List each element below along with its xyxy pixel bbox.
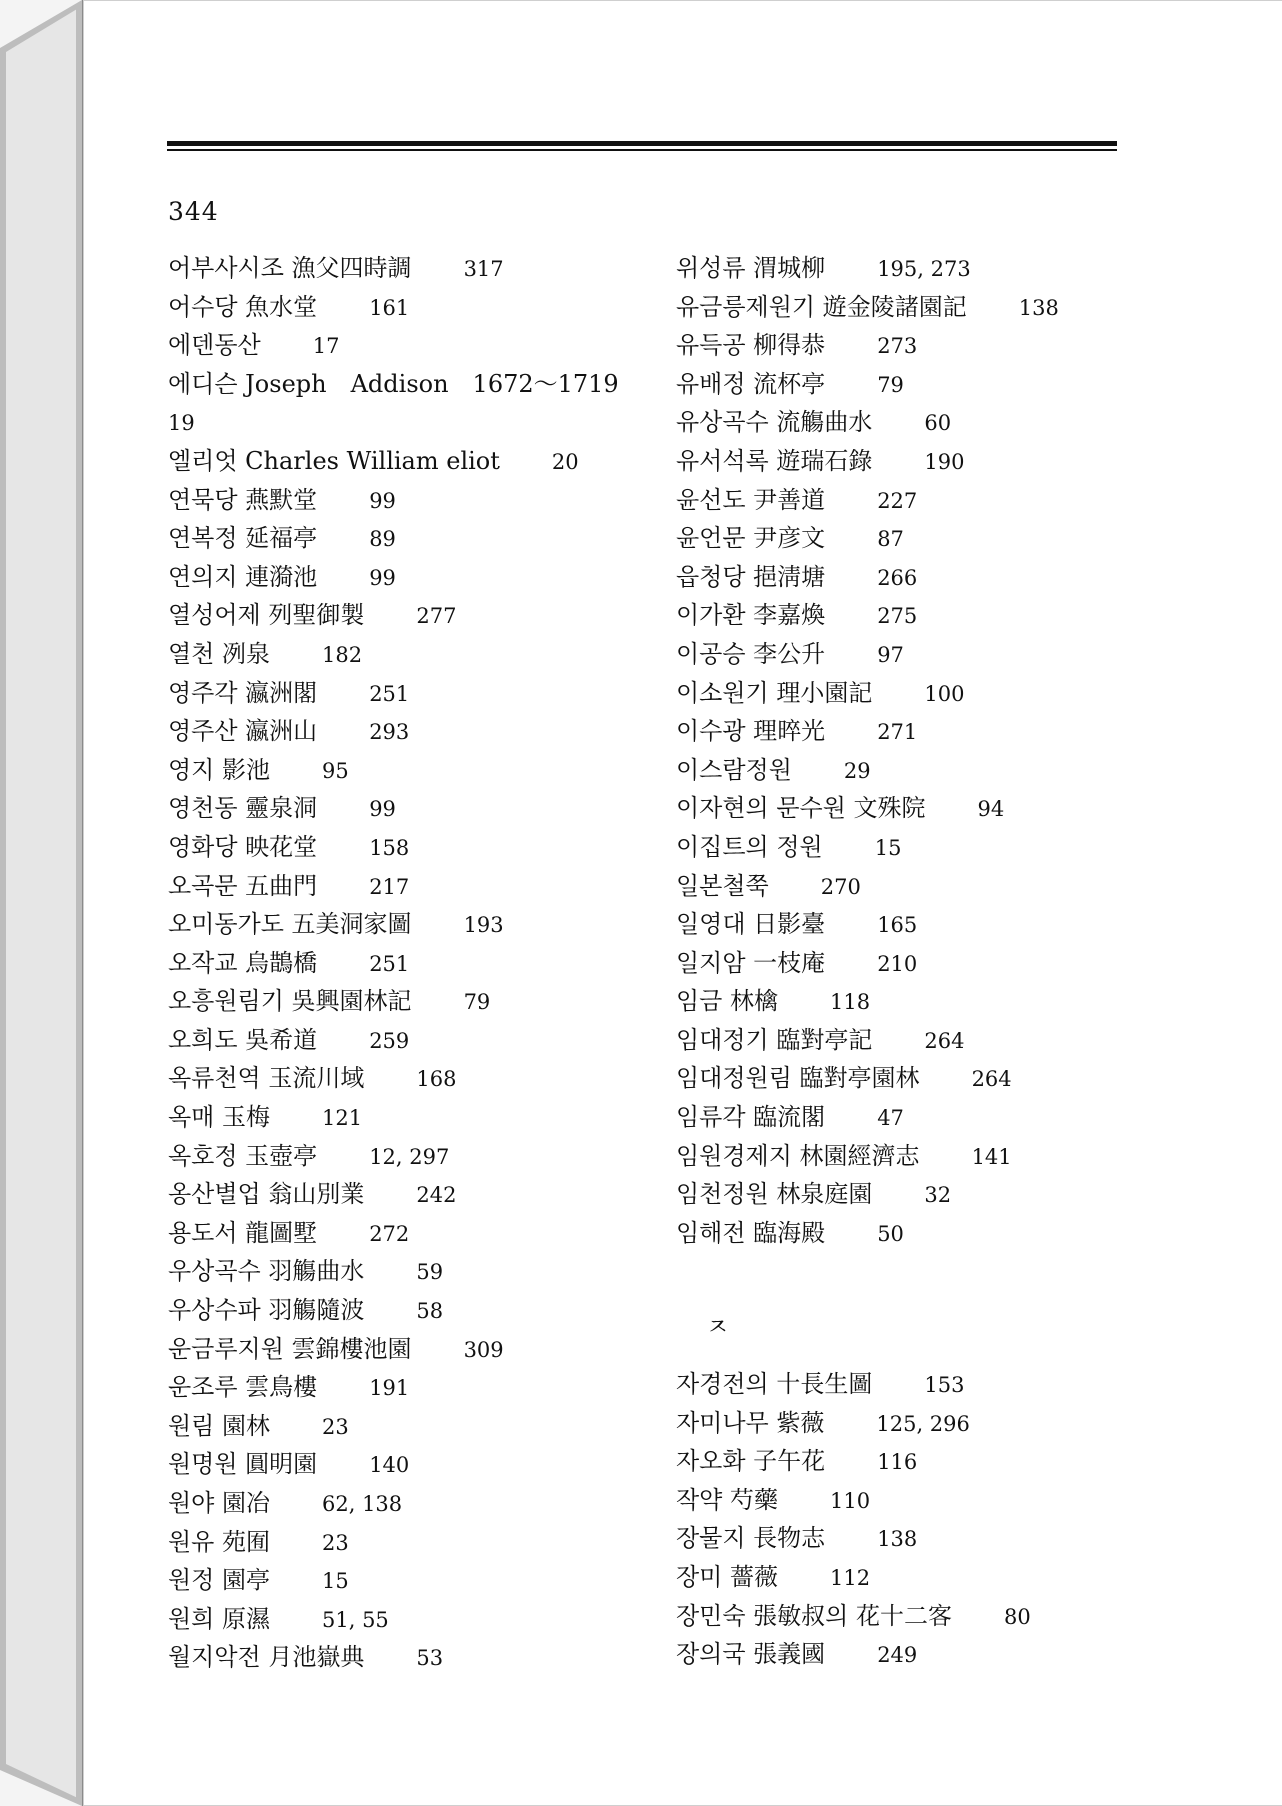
index-page-refs: 87 (877, 527, 904, 552)
index-entry (168, 635, 638, 674)
index-term: 옥매 玉梅 (168, 1103, 270, 1132)
index-entry (168, 288, 638, 327)
index-page-refs: 15 (874, 835, 902, 860)
index-term: 연의지 連漪池 (168, 562, 318, 591)
index-entry (676, 1519, 1196, 1558)
index-entry (168, 1407, 638, 1446)
index-entry (676, 442, 1196, 481)
index-page-refs: 80 (1004, 1604, 1031, 1629)
index-term: 용도서 龍圖墅 (168, 1218, 318, 1247)
index-entry (676, 1597, 1196, 1636)
index-entry (676, 1137, 1196, 1176)
index-entry (676, 1481, 1196, 1520)
index-entry (168, 442, 638, 481)
index-term: 운조루 雲鳥樓 (168, 1373, 318, 1402)
index-page-refs: 99 (369, 797, 396, 822)
index-term: 원정 園亭 (168, 1566, 270, 1595)
index-entry (168, 1098, 638, 1137)
index-page-refs: 121 (322, 1106, 363, 1131)
index-page-refs: 51, 55 (322, 1607, 389, 1632)
index-entry (676, 1059, 1196, 1098)
index-term: 엘리엇 Charles William eliot (168, 446, 500, 475)
index-entry (676, 1558, 1196, 1597)
index-term: 윤언문 尹彦文 (676, 524, 826, 553)
index-term: 이자현의 문수원 文殊院 (676, 794, 926, 823)
index-entry (168, 944, 638, 983)
index-entry (676, 365, 1196, 404)
index-term: 임원경제지 林園經濟志 (676, 1141, 920, 1170)
index-term: 임해전 臨海殿 (676, 1218, 826, 1247)
index-term: 일지암 一枝庵 (676, 948, 826, 977)
index-page-refs: 317 (463, 257, 504, 281)
index-term: 위성류 渭城柳 (676, 254, 826, 282)
index-page-refs: 275 (877, 604, 918, 629)
index-term: 일본철쭉 (676, 871, 769, 900)
index-term: 옥호정 玉壺亭 (168, 1141, 318, 1170)
index-page-refs: 58 (416, 1299, 444, 1324)
section-heading-jieut: ㅈ (706, 1313, 730, 1342)
index-page-refs: 259 (369, 1028, 410, 1053)
index-page-refs: 53 (416, 1646, 444, 1671)
index-page-refs: 140 (369, 1453, 410, 1478)
index-term: 유금릉제원기 遊金陵諸園記 (676, 292, 967, 321)
index-page-refs: 118 (830, 990, 871, 1015)
index-entry (676, 751, 1196, 790)
index-term: 어부사시조 漁父四時調 (168, 254, 412, 282)
index-term: 임류각 臨流閣 (676, 1103, 826, 1132)
index-entry (168, 249, 638, 288)
index-term: 유배정 流杯亭 (676, 369, 826, 398)
index-term: 유득공 柳得恭 (676, 331, 826, 360)
index-entry (168, 789, 638, 828)
index-entry (676, 982, 1196, 1021)
book-page-edges (6, 0, 76, 1806)
index-page-refs: 277 (416, 604, 457, 629)
index-entry (676, 288, 1196, 327)
index-page-refs: 23 (322, 1530, 349, 1555)
index-page-refs: 62, 138 (322, 1492, 403, 1516)
index-page-refs: 264 (924, 1028, 965, 1053)
index-page-refs: 29 (843, 758, 871, 783)
index-term: 원림 園林 (168, 1411, 270, 1440)
index-entry (676, 1635, 1196, 1674)
index-page-refs: 79 (463, 990, 491, 1015)
index-term: 에디슨 Joseph Addison 1672～1719 (168, 369, 619, 398)
index-entry (676, 635, 1196, 674)
index-entry (676, 789, 1196, 828)
index-page-refs: 32 (924, 1183, 952, 1208)
index-page-refs: 60 (924, 411, 952, 436)
index-page-refs: 273 (877, 334, 918, 359)
index-term: 열성어제 列聖御製 (168, 601, 365, 630)
index-entry (168, 1291, 638, 1330)
index-term: 이집트의 정원 (676, 832, 823, 861)
index-page-refs: 168 (416, 1067, 457, 1092)
index-page-refs: 17 (312, 334, 340, 359)
index-term: 열천 冽泉 (168, 639, 270, 668)
index-term: 영지 影池 (168, 755, 270, 784)
index-term: 자오화 子午花 (676, 1447, 826, 1476)
index-page-refs: 227 (877, 488, 918, 513)
index-entry (168, 1137, 638, 1176)
index-page-refs: 165 (877, 913, 918, 938)
index-entry (168, 1484, 638, 1523)
index-entry (676, 712, 1196, 751)
index-entry (168, 905, 638, 944)
index-term: 영천동 靈泉洞 (168, 794, 318, 823)
index-term: 장물지 長物志 (676, 1524, 826, 1553)
index-term: 이공승 李公升 (676, 639, 826, 668)
index-entry (168, 867, 638, 906)
index-term: 이수광 理晬光 (676, 717, 826, 746)
index-page-refs: 242 (416, 1183, 457, 1208)
index-entry (676, 558, 1196, 597)
index-page-refs: 293 (369, 720, 410, 745)
index-entry (168, 1600, 638, 1639)
index-page-refs: 116 (877, 1450, 918, 1475)
index-page-refs: 95 (322, 758, 349, 783)
index-page-refs: 94 (977, 797, 1005, 822)
index-entry (168, 1445, 638, 1484)
index-term: 오희도 吳希道 (168, 1025, 318, 1054)
index-page-refs: 251 (369, 681, 410, 706)
index-term: 이스람정원 (676, 755, 792, 784)
index-page-refs: 153 (924, 1373, 965, 1398)
index-entry (168, 1523, 638, 1562)
index-term: 임대정기 臨對亭記 (676, 1025, 873, 1054)
index-page-refs: 195, 273 (877, 257, 971, 281)
index-term: 임금 林檎 (676, 987, 778, 1016)
index-page-refs: 182 (322, 642, 363, 667)
index-page-refs: 271 (877, 720, 918, 745)
index-entry (168, 1214, 638, 1253)
index-term: 오곡문 五曲門 (168, 871, 318, 900)
index-term: 작약 芍藥 (676, 1485, 778, 1514)
index-page-refs: 20 (551, 449, 579, 474)
index-term: 월지악전 月池嶽典 (168, 1643, 365, 1672)
index-entry (168, 712, 638, 751)
index-page-refs: 264 (971, 1067, 1012, 1092)
index-page-refs: 50 (877, 1221, 904, 1246)
index-page-refs: 89 (369, 527, 396, 552)
index-page-refs: 141 (971, 1144, 1012, 1169)
index-page-refs: 19 (168, 411, 195, 436)
index-entry (168, 558, 638, 597)
index-entry (168, 326, 638, 365)
index-entry (168, 1252, 638, 1291)
index-term: 장민숙 張敏叔의 花十二客 (676, 1601, 952, 1630)
index-page-refs: 190 (924, 449, 965, 474)
page-number: 344 (168, 197, 219, 226)
index-entry (676, 905, 1196, 944)
index-entry (168, 1638, 638, 1677)
index-entry (168, 1175, 638, 1214)
index-page-refs: 249 (877, 1643, 918, 1668)
index-term: 오흥원림기 吳興園林記 (168, 987, 412, 1016)
index-list-ieung-continued (676, 249, 1196, 1252)
index-term: 영화당 映花堂 (168, 832, 318, 861)
index-entry (676, 1021, 1196, 1060)
index-page-refs: 100 (924, 681, 965, 706)
index-term: 이가환 李嘉煥 (676, 601, 826, 630)
index-entry (168, 519, 638, 558)
index-entry (168, 1561, 638, 1600)
header-rule-thin (167, 149, 1117, 151)
index-page-refs: 99 (369, 488, 396, 513)
index-term: 원희 原濕 (168, 1604, 270, 1633)
index-entry (168, 1059, 638, 1098)
index-entry (168, 596, 638, 635)
index-term: 운금루지원 雲錦樓池園 (168, 1334, 412, 1363)
index-entry (676, 1098, 1196, 1137)
index-page (82, 0, 1282, 1806)
index-entry (676, 1404, 1196, 1443)
index-term: 임천정원 林泉庭園 (676, 1180, 873, 1209)
index-page-refs: 59 (416, 1260, 444, 1285)
index-entry (676, 1175, 1196, 1214)
index-term: 영주각 瀛洲閣 (168, 678, 318, 707)
index-term: 자미나무 紫薇 (676, 1408, 825, 1437)
index-term: 옹산별업 翁山別業 (168, 1180, 365, 1209)
index-term: 옥류천역 玉流川域 (168, 1064, 365, 1093)
index-list-jieut (676, 1365, 1196, 1674)
index-page-refs: 79 (877, 372, 904, 397)
index-page-refs: 138 (1018, 295, 1059, 320)
index-term: 윤선도 尹善道 (676, 485, 826, 514)
index-term: 원야 園冶 (168, 1489, 270, 1517)
index-page-refs: 266 (877, 565, 918, 590)
index-entry (676, 596, 1196, 635)
index-entry (676, 326, 1196, 365)
index-page-refs: 210 (877, 951, 918, 976)
index-entry (168, 982, 638, 1021)
index-term: 연묵당 燕默堂 (168, 485, 318, 514)
index-term: 이소원기 理小園記 (676, 678, 873, 707)
index-entry (676, 944, 1196, 983)
index-page-refs: 272 (369, 1221, 410, 1246)
index-column-left (168, 249, 638, 1677)
index-page-refs: 125, 296 (876, 1411, 970, 1436)
index-term: 우상곡수 羽觴曲水 (168, 1257, 365, 1286)
index-entry (168, 751, 638, 790)
index-term: 연복정 延福亭 (168, 524, 318, 553)
index-entry (168, 403, 638, 442)
index-page-refs: 138 (877, 1527, 918, 1552)
index-term: 읍청당 挹淸塘 (676, 562, 826, 591)
index-term: 오미동가도 五美洞家圖 (168, 910, 412, 939)
index-entry (168, 674, 638, 713)
index-page-refs: 23 (322, 1414, 349, 1439)
index-term: 에덴동산 (168, 331, 261, 360)
index-page-refs: 193 (463, 913, 504, 938)
index-entry (676, 1214, 1196, 1253)
index-term: 영주산 瀛洲山 (168, 717, 318, 746)
index-entry (676, 867, 1196, 906)
index-entry (676, 1365, 1196, 1404)
index-entry (168, 1368, 638, 1407)
index-term: 유서석록 遊瑞石錄 (676, 446, 873, 475)
index-page-refs: 158 (369, 835, 410, 860)
index-entry (676, 1442, 1196, 1481)
section-spacer (676, 1252, 1196, 1308)
index-page-refs: 251 (369, 951, 410, 976)
index-page-refs: 191 (369, 1376, 410, 1401)
index-term: 장의국 張義國 (676, 1640, 826, 1669)
index-term: 장미 薔薇 (676, 1563, 778, 1591)
index-page-refs: 97 (877, 642, 904, 667)
index-page-refs: 110 (830, 1488, 871, 1513)
index-entry (168, 828, 638, 867)
index-term: 임대정원림 臨對亭園林 (676, 1064, 920, 1093)
index-term: 오작교 烏鵲橋 (168, 948, 318, 977)
index-term: 원명원 圓明園 (168, 1450, 318, 1479)
index-entry (676, 674, 1196, 713)
index-page-refs: 161 (369, 295, 410, 320)
index-entry (676, 403, 1196, 442)
index-entry (168, 1330, 638, 1369)
index-column-right (676, 249, 1196, 1674)
index-entry (168, 481, 638, 520)
index-term: 원유 苑囿 (168, 1527, 270, 1556)
index-page-refs: 99 (369, 565, 396, 590)
index-page-refs: 12, 297 (369, 1144, 450, 1169)
index-page-refs: 309 (463, 1337, 504, 1362)
index-entry (676, 481, 1196, 520)
index-page-refs: 15 (322, 1569, 349, 1594)
index-entry (676, 249, 1196, 288)
index-term: 자경전의 十長生圖 (676, 1370, 873, 1399)
index-entry (676, 828, 1196, 867)
index-page-refs: 47 (877, 1106, 904, 1131)
index-entry (168, 365, 638, 404)
index-page-refs: 270 (820, 874, 861, 899)
header-rule-thick (167, 141, 1117, 146)
index-term: 유상곡수 流觴曲水 (676, 408, 873, 437)
index-term: 어수당 魚水堂 (168, 292, 318, 321)
index-entry (168, 1021, 638, 1060)
index-term: 우상수파 羽觴隨波 (168, 1296, 365, 1325)
index-page-refs: 112 (830, 1566, 871, 1590)
index-entry (676, 519, 1196, 558)
index-page-refs: 217 (369, 874, 410, 899)
index-term: 일영대 日影臺 (676, 910, 826, 939)
